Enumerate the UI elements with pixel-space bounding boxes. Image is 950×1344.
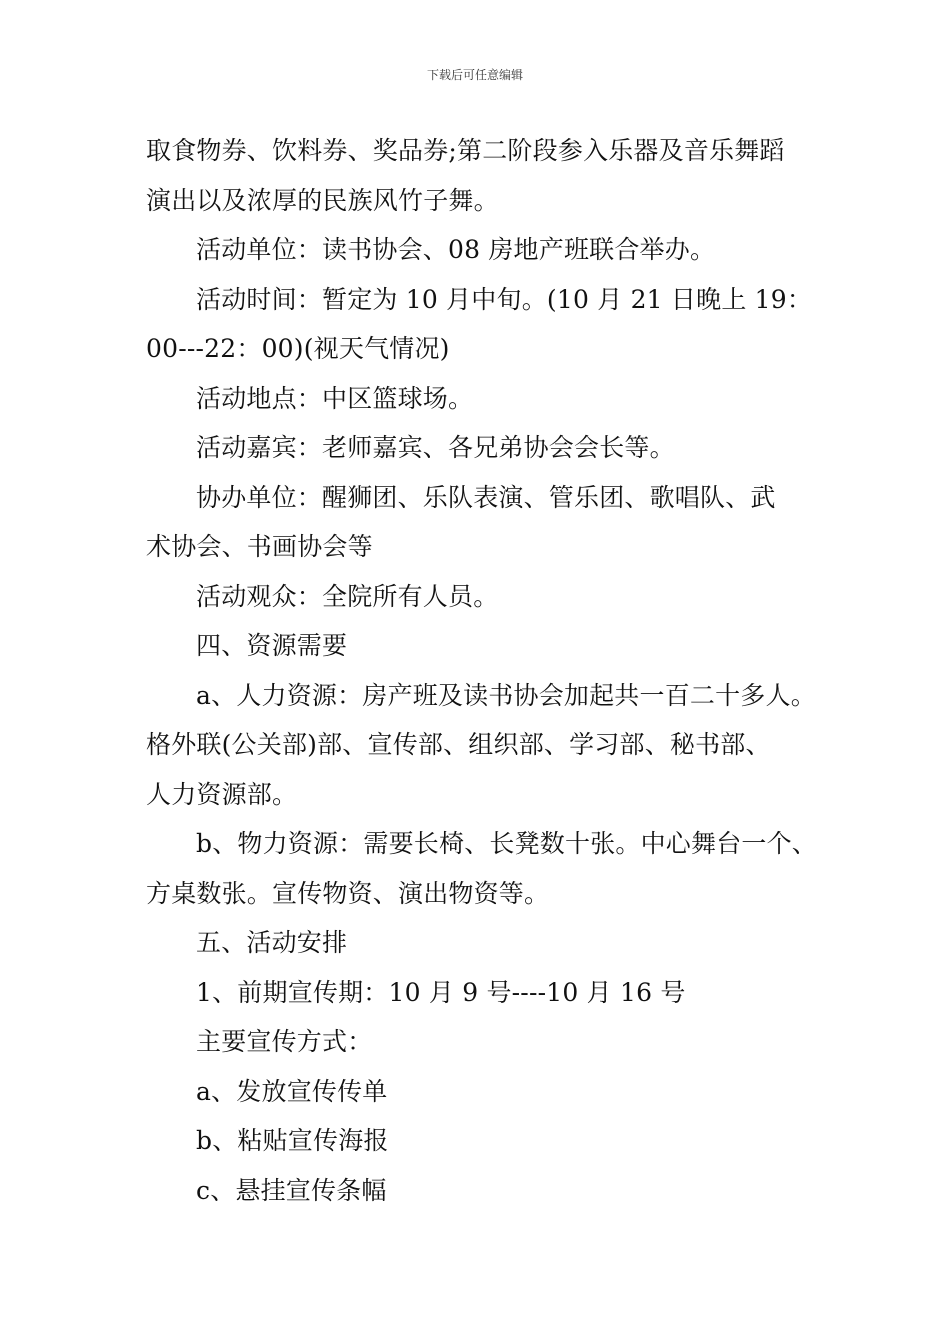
text-line: 主要宣传方式： xyxy=(196,1027,373,1056)
text-line: 术协会、书画协会等 xyxy=(146,532,373,561)
text-line: 取食物券、饮料券、奖品券;第二阶段参入乐器及音乐舞蹈 xyxy=(146,136,785,165)
page-header: 下载后可任意编辑 xyxy=(426,68,523,82)
text-line: a、人力资源：房产班及读书协会加起共一百二十多人。 xyxy=(196,680,816,710)
text-line: 活动观众：全院所有人员。 xyxy=(196,581,499,611)
text-line: 00---22：00)(视天气情况) xyxy=(146,334,450,363)
text-line: 人力资源部。 xyxy=(146,779,298,809)
list-item: a、发放宣传传单 xyxy=(196,1076,388,1106)
text-line: 1、前期宣传期：10 月 9 号----10 月 16 号 xyxy=(196,977,686,1007)
section-heading: 五、活动安排 xyxy=(196,928,348,957)
text-line: 格外联(公关部)部、宣传部、组织部、学习部、秘书部、 xyxy=(146,730,771,759)
text-line: 活动时间：暂定为 10 月中旬。(10 月 21 日晚上 19： xyxy=(196,284,813,314)
document-body xyxy=(146,126,826,1215)
text-line: 演出以及浓厚的民族风竹子舞。 xyxy=(146,185,499,215)
list-item: b、粘贴宣传海报 xyxy=(196,1126,389,1155)
section-heading: 四、资源需要 xyxy=(196,631,348,660)
text-line: 方桌数张。宣传物资、演出物资等。 xyxy=(146,878,550,908)
text-line: 活动嘉宾：老师嘉宾、各兄弟协会会长等。 xyxy=(196,433,675,462)
text-line: 活动单位：读书协会、08 房地产班联合举办。 xyxy=(196,235,716,264)
list-item: c、悬挂宣传条幅 xyxy=(196,1175,387,1205)
text-line: 活动地点：中区篮球场。 xyxy=(196,383,474,413)
text-line: b、物力资源：需要长椅、长凳数十张。中心舞台一个、 xyxy=(196,829,818,858)
text-line: 协办单位：醒狮团、乐队表演、管乐团、歌唱队、武 xyxy=(196,482,776,512)
